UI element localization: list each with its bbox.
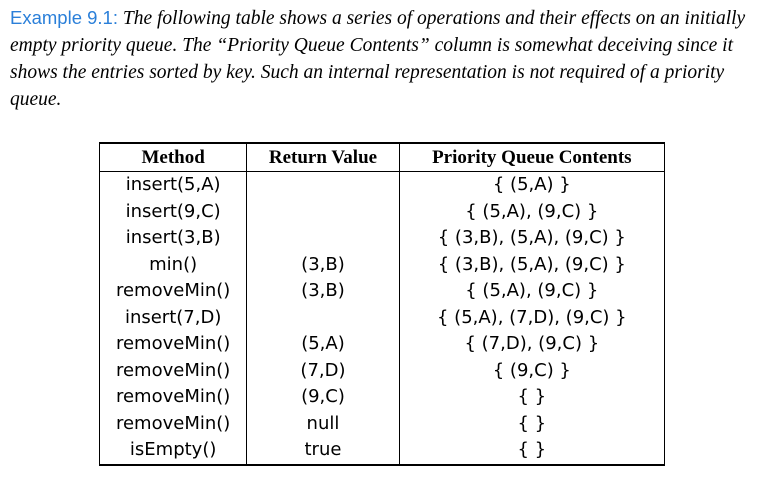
method-cell: isEmpty() xyxy=(100,437,247,465)
queue-contents-cell: { (9,C) } xyxy=(492,359,571,381)
return-value-cell xyxy=(247,225,399,252)
example-paragraph xyxy=(10,4,760,113)
return-value-cell: null xyxy=(247,411,399,438)
queue-contents-cell: { (3,B), (5,A), (9,C) } xyxy=(437,253,626,275)
table-row xyxy=(100,384,665,411)
method-cell: insert(3,B) xyxy=(100,225,247,252)
table-row xyxy=(100,305,665,332)
return-value-cell: (9,C) xyxy=(247,384,399,411)
return-value-cell xyxy=(247,199,399,226)
method-cell: removeMin() xyxy=(100,358,247,385)
method-cell: removeMin() xyxy=(100,331,247,358)
return-value-cell: (7,D) xyxy=(247,358,399,385)
method-cell: removeMin() xyxy=(100,384,247,411)
return-value-cell xyxy=(247,172,399,199)
queue-contents-cell: { } xyxy=(517,386,547,408)
queue-contents-cell: { (5,A), (9,C) } xyxy=(465,280,599,302)
return-value-cell: (3,B) xyxy=(247,278,399,305)
table-row xyxy=(100,199,665,226)
table-row xyxy=(100,437,665,465)
method-cell: removeMin() xyxy=(100,278,247,305)
header-return-value: Return Value xyxy=(247,143,399,172)
queue-contents-cell: { (5,A), (7,D), (9,C) } xyxy=(437,306,627,328)
return-value-cell: (3,B) xyxy=(247,252,399,279)
header-priority-queue-contents: Priority Queue Contents xyxy=(399,143,664,172)
table-row xyxy=(100,331,665,358)
queue-contents-cell: { } xyxy=(517,412,547,434)
example-text: The following table shows a series of operations and their effects on an initially empty priority queue. The “Priority Queue Contents” column is somewhat deceiving since it shows the entries sorted by key. Such an internal representation is not required of a priority queue. xyxy=(10,8,746,110)
return-value-cell xyxy=(247,305,399,332)
return-value-cell: true xyxy=(247,437,399,465)
priority-queue-table-container xyxy=(99,142,665,466)
return-value-cell: (5,A) xyxy=(247,331,399,358)
method-cell: insert(5,A) xyxy=(100,172,247,199)
method-cell: insert(7,D) xyxy=(100,305,247,332)
queue-contents-cell: { (3,B), (5,A), (9,C) } xyxy=(437,227,626,249)
table-row xyxy=(100,225,665,252)
table-row xyxy=(100,411,665,438)
queue-contents-cell: { (7,D), (9,C) } xyxy=(464,333,600,355)
queue-contents-cell: { (5,A) } xyxy=(492,174,571,196)
queue-contents-cell: { (5,A), (9,C) } xyxy=(465,200,599,222)
table-row xyxy=(100,172,665,199)
table-row xyxy=(100,278,665,305)
example-label: Example 9.1: xyxy=(10,7,118,28)
table-header-row xyxy=(100,143,665,172)
table-row xyxy=(100,252,665,279)
queue-contents-cell: { } xyxy=(517,439,547,461)
table-row xyxy=(100,358,665,385)
method-cell: min() xyxy=(100,252,247,279)
header-method: Method xyxy=(100,143,247,172)
method-cell: removeMin() xyxy=(100,411,247,438)
method-cell: insert(9,C) xyxy=(100,199,247,226)
priority-queue-operations-table xyxy=(99,142,665,466)
